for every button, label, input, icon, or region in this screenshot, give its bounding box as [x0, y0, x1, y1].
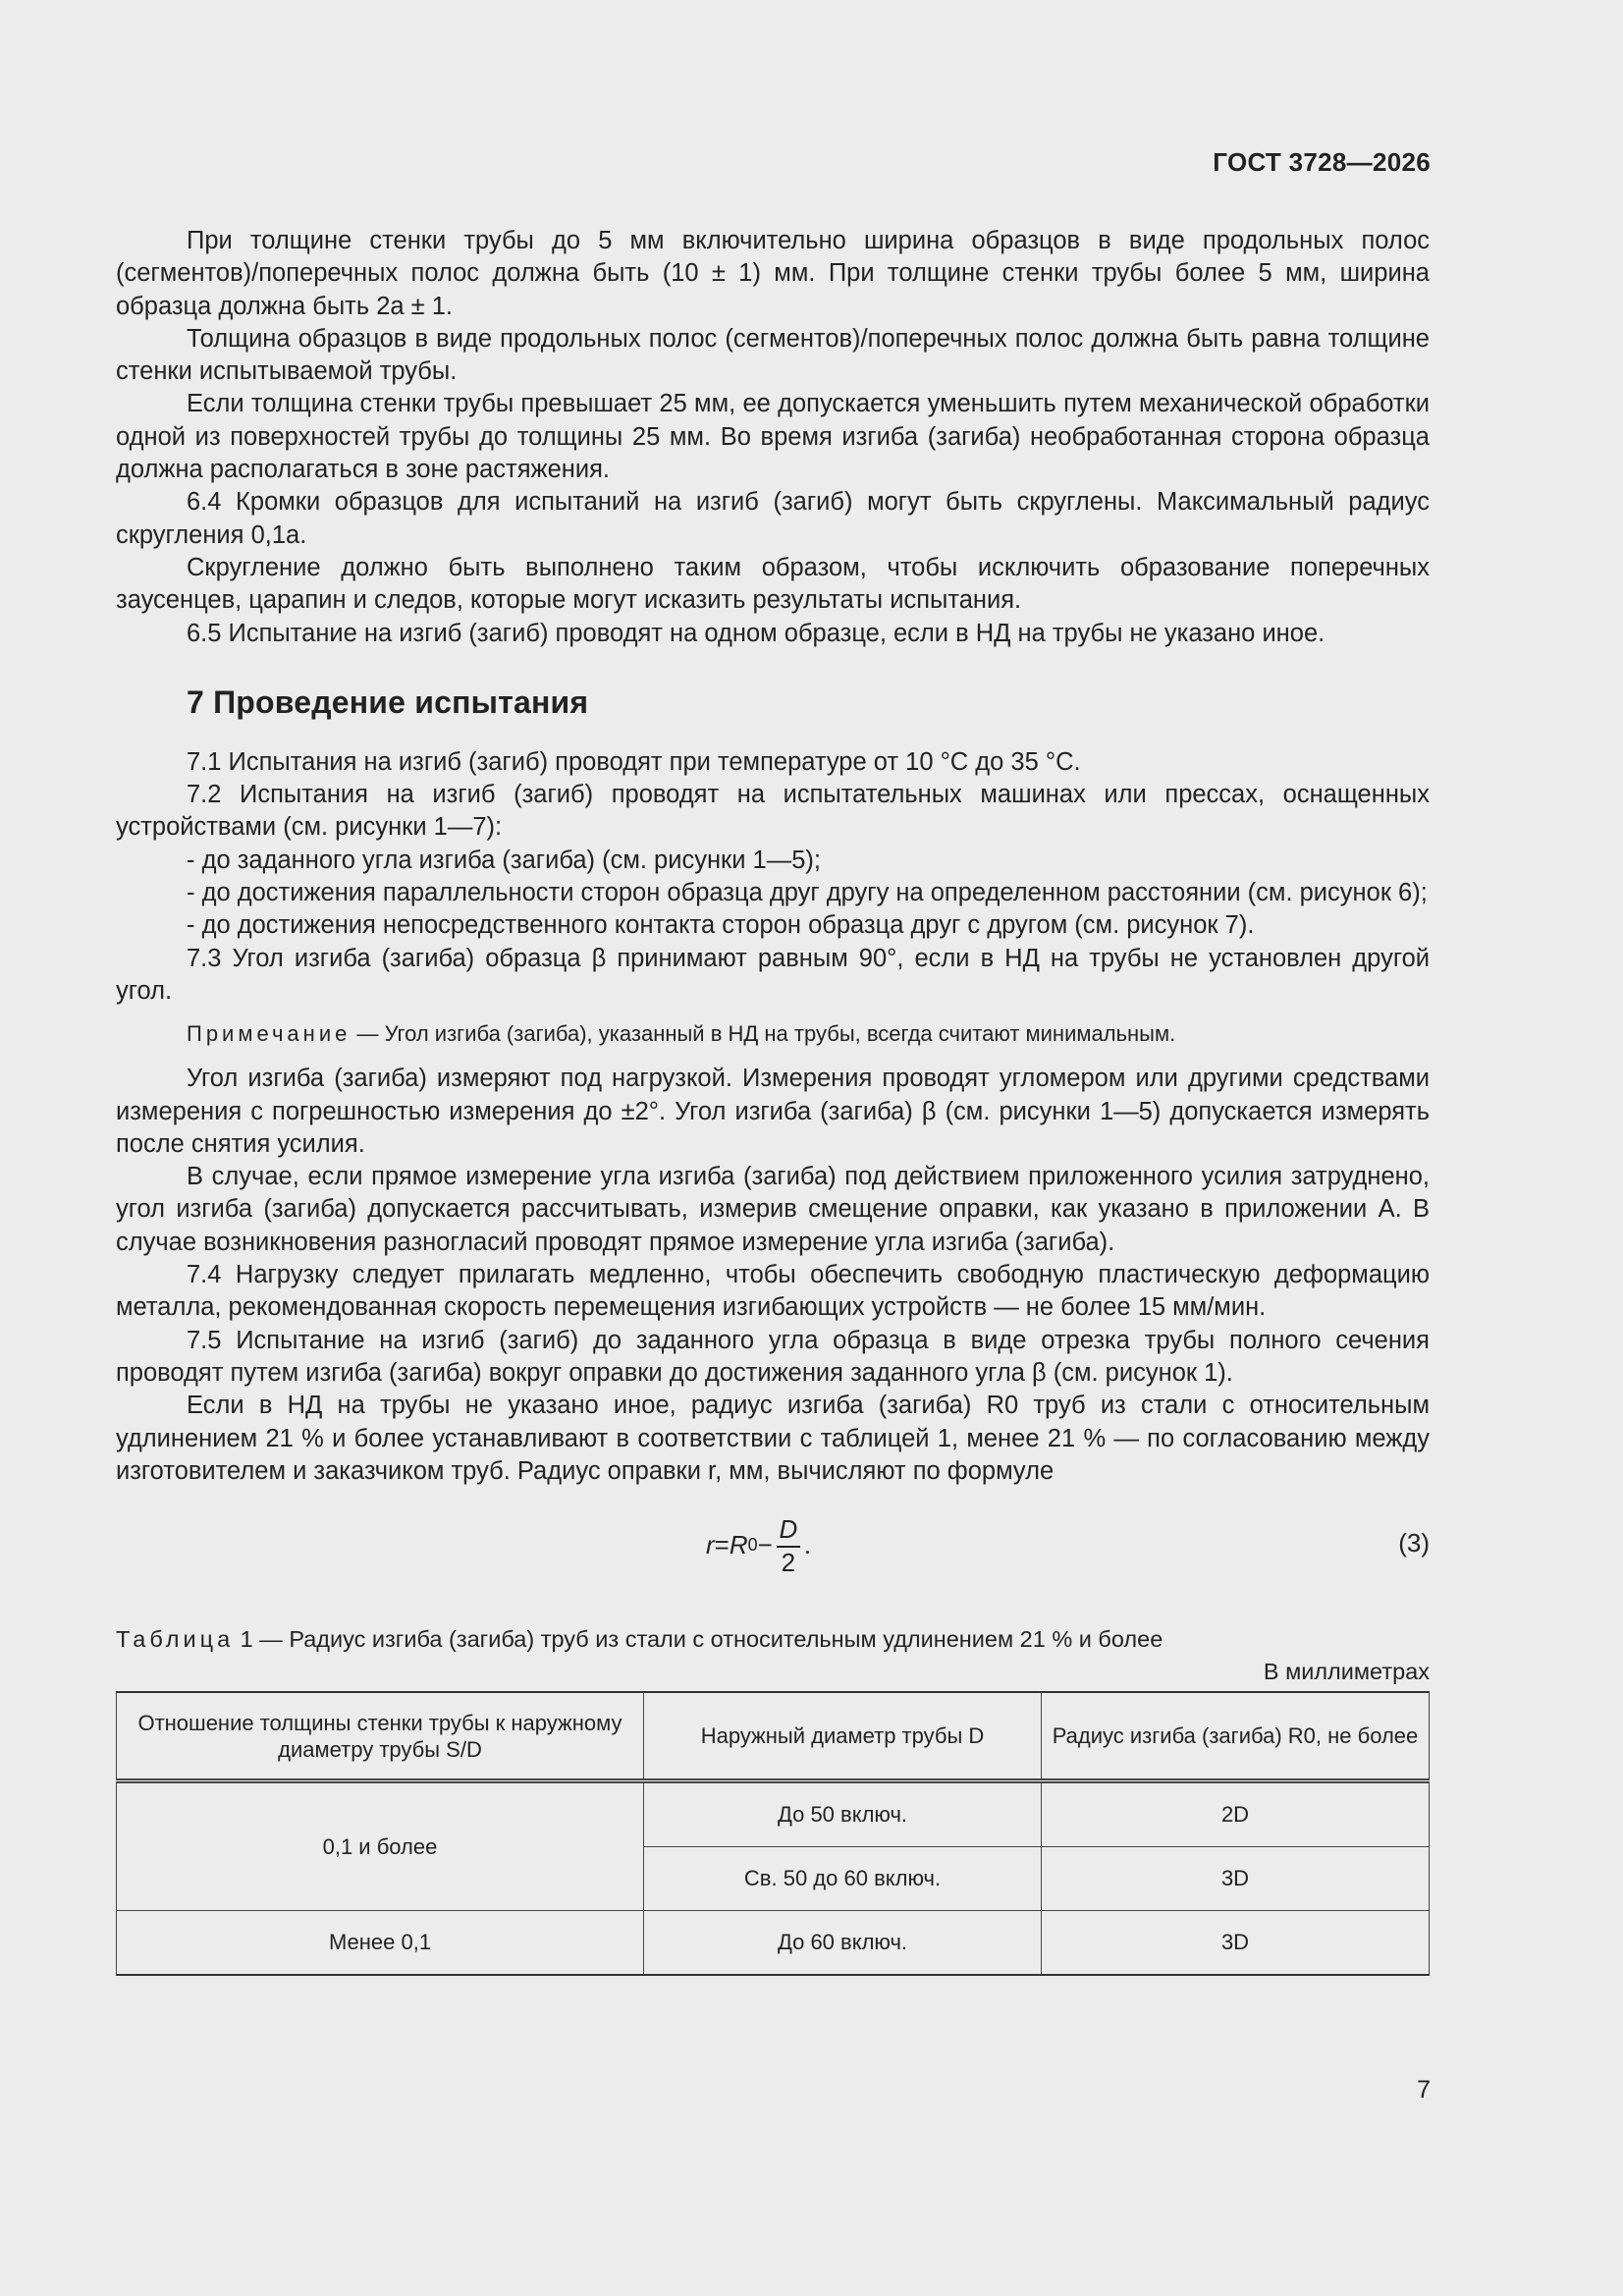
- paragraph: 7.5 Испытание на изгиб (загиб) до заданного угла образца в виде отрезка трубы полного сечения проводят путем изгиба (загиба) вокруг оправки до достижения заданного угла β (см. рисунок 1).: [116, 1326, 1430, 1387]
- table-caption: [116, 1624, 1430, 1654]
- table-cell: 2D: [1042, 1781, 1430, 1847]
- page-number: 7: [1417, 2076, 1431, 2104]
- paragraph: 6.5 Испытание на изгиб (загиб) проводят на одном образце, если в НД на трубы не указано иное.: [187, 619, 1325, 647]
- list-item: - до достижения непосредственного контакта сторон образца друг с другом (см. рисунок 7).: [187, 911, 1255, 940]
- document-header: ГОСТ 3728—2026: [1213, 147, 1431, 177]
- table-header-cell: Наружный диаметр трубы D: [644, 1692, 1042, 1781]
- table-cell: До 50 включ.: [644, 1781, 1042, 1847]
- table-units: В миллиметрах: [1263, 1659, 1430, 1685]
- document-body: [116, 225, 1430, 1976]
- table-row: [117, 1911, 1430, 1976]
- list-item: - до заданного угла изгиба (загиба) (см. рисунки 1—5);: [187, 846, 821, 874]
- note-label: Примечание: [187, 1021, 352, 1047]
- table-cell: Менее 0,1: [117, 1911, 644, 1976]
- table-cell: 3D: [1042, 1847, 1430, 1911]
- formula-R-sub: 0: [747, 1535, 758, 1556]
- note-text: — Угол изгиба (загиба), указанный в НД на трубы, всегда считают минимальным.: [351, 1021, 1176, 1047]
- formula-fraction: [777, 1513, 800, 1577]
- formula-denominator: 2: [781, 1548, 796, 1578]
- table-cell: 0,1 и более: [117, 1781, 644, 1911]
- formula-numerator: D: [779, 1514, 798, 1545]
- table-header-row: [117, 1692, 1430, 1781]
- bend-radius-table: [116, 1691, 1430, 1976]
- formula: [116, 1502, 1430, 1595]
- note: [116, 1019, 1430, 1049]
- formula-end: .: [803, 1530, 812, 1560]
- section-heading: 7 Проведение испытания: [187, 683, 589, 720]
- formula-minus: −: [757, 1530, 773, 1560]
- table-cell: Св. 50 до 60 включ.: [644, 1847, 1042, 1911]
- paragraph: Скругление должно быть выполнено таким образом, чтобы исключить образование поперечных заусенцев, царапин и следов, которые могут исказить результаты испытания.: [116, 553, 1430, 615]
- list-item: - до достижения параллельности сторон образца друг другу на определенном расстоянии (см. рисунок 6);: [187, 879, 1428, 907]
- paragraph: При толщине стенки трубы до 5 мм включительно ширина образцов в виде продольных полос (сегментов)/поперечных полос должна быть (10 ± 1) мм. При толщине стенки трубы более 5 мм, ширина образца должна быть 2a ± 1.: [116, 227, 1430, 320]
- table-caption-text: 1 — Радиус изгиба (загиба) труб из стали с относительным удлинением 21 % и более: [234, 1626, 1163, 1653]
- formula-eq: =: [714, 1530, 730, 1560]
- paragraph: Если толщина стенки трубы превышает 25 мм, ее допускается уменьшить путем механической обработки одной из поверхностей трубы до толщины 25 мм. Во время изгиба (загиба) необработанная сторона образца должна располагаться в зоне растяжения.: [116, 390, 1430, 484]
- formula-lhs: r: [706, 1530, 715, 1560]
- paragraph: Угол изгиба (загиба) измеряют под нагрузкой. Измерения проводят угломером или другими средствами измерения с погрешностью измерения до ±2°. Угол изгиба (загиба) β (см. рисунки 1—5) допускается измерять после снятия усилия.: [116, 1065, 1430, 1158]
- paragraph: 7.1 Испытания на изгиб (загиб) проводят при температуре от 10 °С до 35 °С.: [187, 747, 1081, 776]
- paragraph: В случае, если прямое измерение угла изгиба (загиба) под действием приложенного усилия затруднено, угол изгиба (загиба) допускается рассчитывать, измерив смещение оправки, как указано в приложении А. В случае возникновения разногласий проводят прямое измерение угла изгиба (загиба).: [116, 1163, 1430, 1256]
- table-cell: До 60 включ.: [644, 1911, 1042, 1976]
- table-header-cell: Радиус изгиба (загиба) R0, не более: [1042, 1692, 1430, 1781]
- formula-number: (3): [1398, 1528, 1430, 1558]
- table-cell: 3D: [1042, 1911, 1430, 1976]
- table-caption-label: Таблица: [116, 1626, 235, 1653]
- paragraph: Толщина образцов в виде продольных полос (сегментов)/поперечных полос должна быть равна толщине стенки испытываемой трубы.: [116, 324, 1430, 386]
- table-header-cell: Отношение толщины стенки трубы к наружному диаметру трубы S/D: [117, 1692, 644, 1781]
- paragraph: Если в НД на трубы не указано иное, радиус изгиба (загиба) R0 труб из стали с относительным удлинением 21 % и более устанавливают в соответствии с таблицей 1, менее 21 % — по согласованию между изготовителем и заказчиком труб. Радиус оправки r, мм, вычисляют по формуле: [116, 1392, 1430, 1485]
- formula-expression: [706, 1513, 811, 1577]
- paragraph: 7.3 Угол изгиба (загиба) образца β принимают равным 90°, если в НД на трубы не установлен другой угол.: [116, 944, 1430, 1005]
- table-row: [117, 1781, 1430, 1847]
- paragraph: 7.4 Нагрузку следует прилагать медленно, чтобы обеспечить свободную пластическую деформацию металла, рекомендованная скорость перемещения изгибающих устройств — не более 15 мм/мин.: [116, 1261, 1430, 1322]
- paragraph: 6.4 Кромки образцов для испытаний на изгиб (загиб) могут быть скруглены. Максимальный радиус скругления 0,1a.: [116, 488, 1430, 549]
- formula-R: R: [729, 1530, 748, 1560]
- paragraph: 7.2 Испытания на изгиб (загиб) проводят на испытательных машинах или прессах, оснащенных устройствами (см. рисунки 1—7):: [116, 781, 1430, 842]
